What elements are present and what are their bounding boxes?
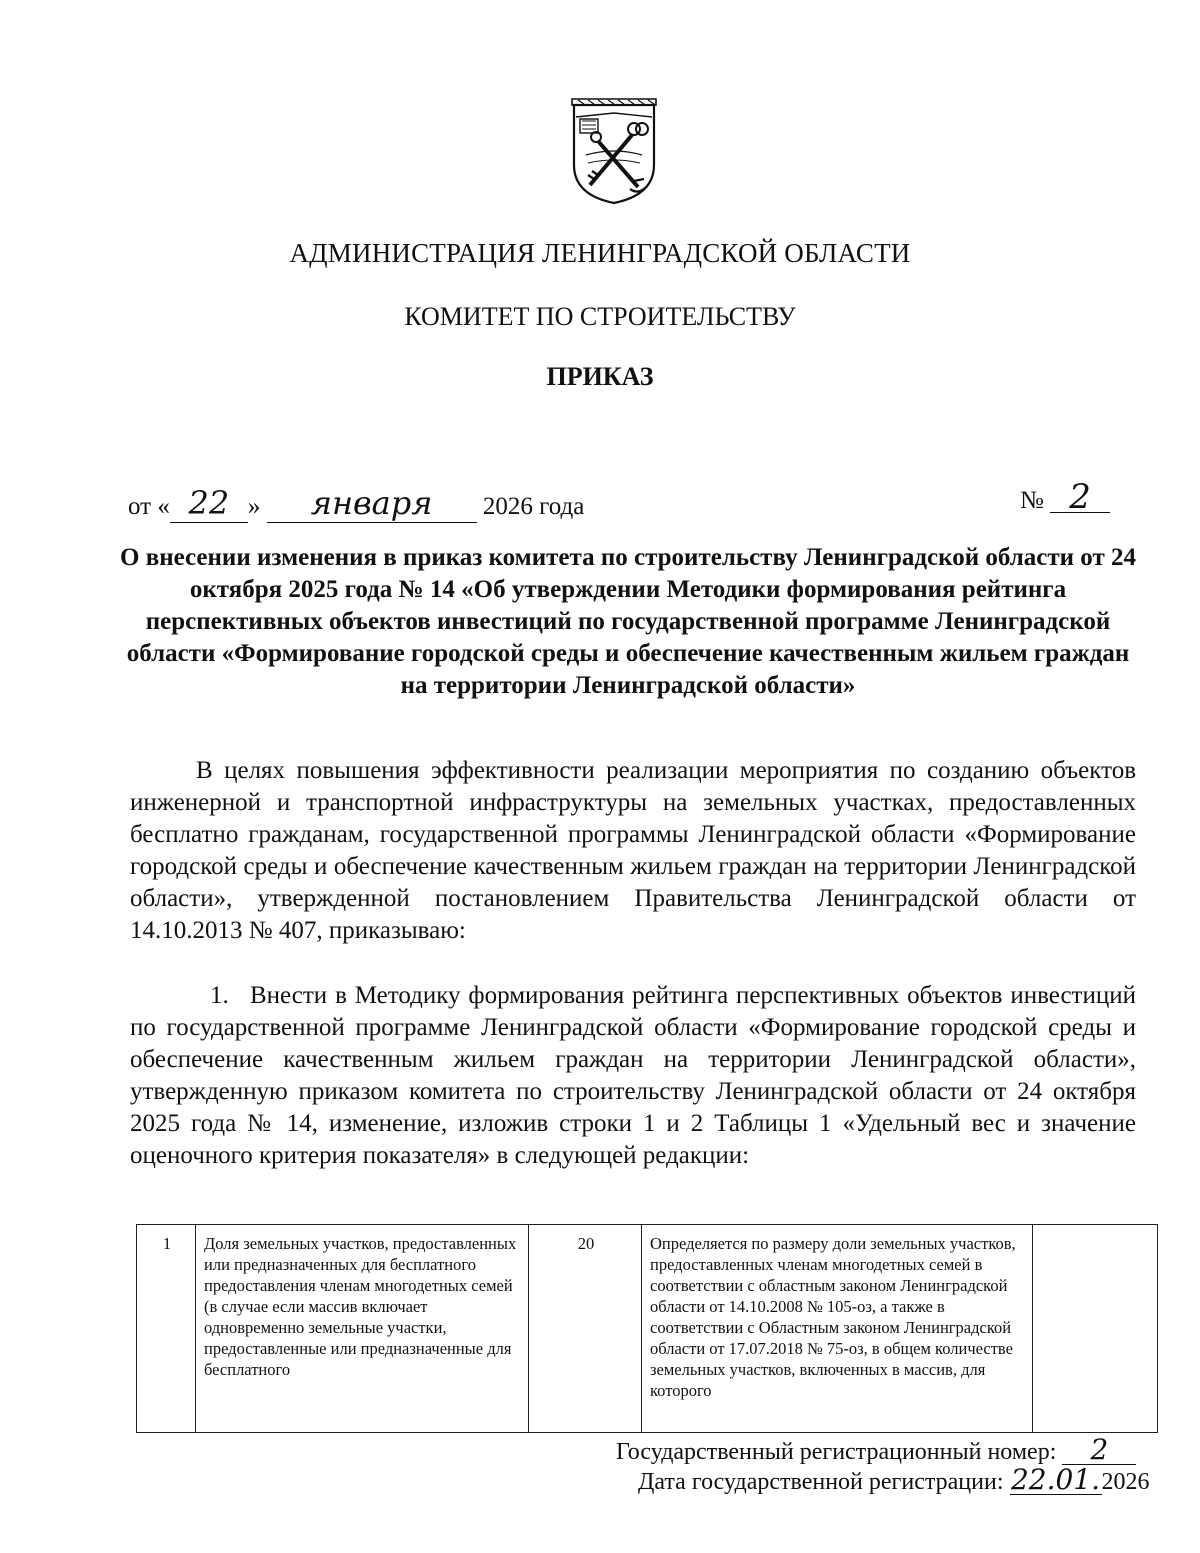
date-prefix: от «	[128, 493, 170, 520]
document-type-heading: ПРИКАЗ	[546, 362, 654, 391]
order-number	[1020, 477, 1110, 517]
handwritten-month: января	[310, 484, 433, 522]
order-date-line	[128, 484, 1088, 523]
registration-number-field	[1062, 1433, 1136, 1466]
registration-date-field	[1010, 1463, 1102, 1496]
indicator-cell: Доля земельных участков, предоставленных или предназначенных для бесплатного предоставления членам многодетных семей (в случае если массив включает одновременно земельные участки, предоставленные или предназначенные для бесплатного	[196, 1225, 529, 1433]
registration-date-line	[638, 1463, 1150, 1496]
row-number-cell: 1	[137, 1225, 196, 1433]
item-1-number: 1.	[210, 982, 229, 1009]
registration-date-label: Дата государственной регистрации:	[638, 1469, 1004, 1495]
empty-cell	[1033, 1225, 1158, 1433]
number-label: №	[1020, 487, 1044, 514]
criteria-table	[136, 1224, 1158, 1433]
registration-number-label: Государственный регистрационный номер:	[616, 1439, 1057, 1465]
handwritten-registration-date: 22.01.	[1010, 1463, 1101, 1496]
weight-cell: 20	[529, 1225, 642, 1433]
criterion-cell: Определяется по размеру доли земельных участков, предоставленных членам многодетных семей в соответствии с областным законом Ленинградской области от 14.10.2008 № 105-оз, а также в соответствии с Областным законом Ленинградской области от 17.07.2018 № 75-оз, в общем количестве земельных участков, включенных в массив, для которого	[642, 1225, 1033, 1433]
date-month-field	[267, 484, 477, 523]
item-1-paragraph	[130, 980, 1136, 1172]
committee-heading: КОМИТЕТ ПО СТРОИТЕЛЬСТВУ	[404, 302, 796, 331]
registration-number-line	[616, 1433, 1136, 1466]
handwritten-day: 22	[188, 484, 230, 522]
handwritten-registration-number: 2	[1090, 1433, 1109, 1466]
table-row	[137, 1225, 1158, 1433]
date-day-field	[170, 484, 248, 523]
coat-of-arms-emblem	[568, 95, 660, 207]
date-mid: »	[247, 493, 261, 520]
date-year: 2026 года	[482, 493, 585, 520]
handwritten-number: 2	[1050, 482, 1110, 513]
item-1-text: Внести в Методику формирования рейтинга перспективных объектов инвестиций по государственной программе Ленинградской области «Формирование городской среды и обеспечение качественным жильем граждан на территории Ленинградской области», утвержденную приказом комитета по строительству Ленинградской области от 24 октября 2025 года № 14, изменение, изложив строки 1 и 2 Таблицы 1 «Удельный вес и значение оценочного критерия показателя» в следующей редакции:	[130, 982, 1136, 1169]
registration-date-year: 2026	[1101, 1469, 1150, 1495]
order-title: О внесении изменения в приказ комитета по строительству Ленинградской области от 24 октября 2025 года № 14 «Об утверждении Методики формирования рейтинга перспективных объектов инвестиций по государственной программе Ленинградской области «Формирование городской среды и обеспечение качественным жильем граждан на территории Ленинградской области»	[120, 544, 1136, 699]
administration-heading: АДМИНИСТРАЦИЯ ЛЕНИНГРАДСКОЙ ОБЛАСТИ	[289, 238, 911, 268]
intro-paragraph: В целях повышения эффективности реализации мероприятия по созданию объектов инженерной и транспортной инфраструктуры на земельных участках, предоставленных бесплатно гражданам, государственной программы Ленинградской области «Формирование городской среды и обеспечение качественным жильем граждан на территории Ленинградской области», утвержденной постановлением Правительства Ленинградской области от 14.10.2013 № 407, приказываю:	[130, 757, 1136, 944]
